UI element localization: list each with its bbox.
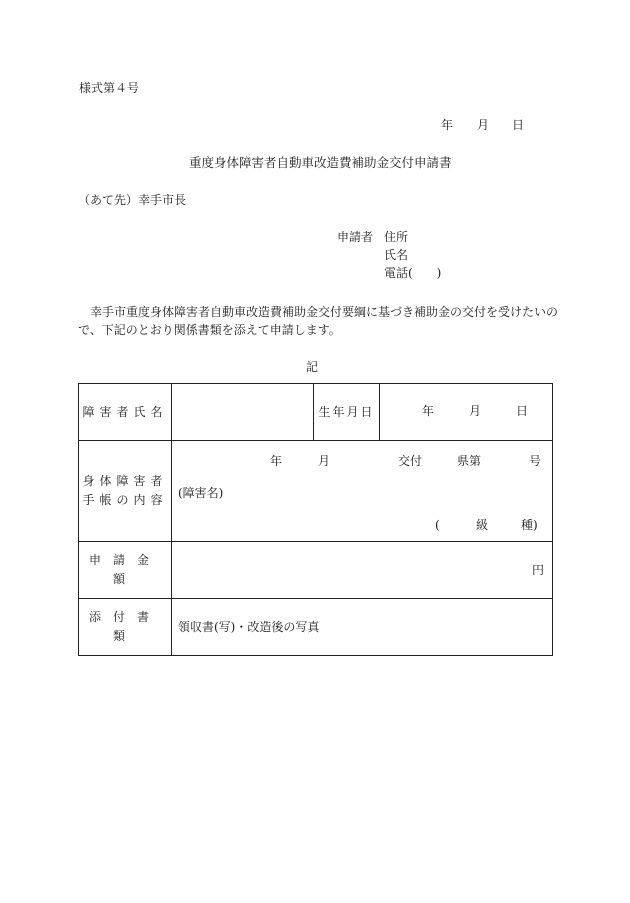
row-application-amount [79, 542, 553, 599]
field-birth-date[interactable] [380, 384, 553, 441]
label-handbook-line1: 身体障害者 [82, 474, 168, 488]
addressee: （あて先）幸手市長 [78, 193, 187, 207]
ki-heading: 記 [306, 360, 319, 374]
label-disabled-person-name: 障害者氏名 [79, 384, 172, 441]
applicant-address-label: 住所 [384, 230, 409, 244]
label-handbook-line2: 手帳の内容 [82, 493, 168, 507]
grade-label: 級 [476, 518, 489, 532]
date-year-label: 年 [441, 118, 454, 132]
label-attached-documents: 添付書類 [79, 599, 172, 656]
grade-paren-open: ( [435, 518, 440, 532]
attached-documents-value: 領収書(写)・改造後の写真 [178, 620, 320, 634]
handbook-number-label: 号 [529, 454, 542, 468]
birth-year-label: 年 [422, 404, 435, 418]
row-applicant-name [79, 384, 553, 441]
field-handbook-content[interactable] [172, 441, 553, 542]
applicant-label: 申請者 [337, 230, 374, 244]
field-attached-documents [172, 599, 553, 656]
date-month-label: 月 [477, 118, 490, 132]
applicant-phone-label: 電話( ) [384, 266, 442, 280]
document-title: 重度身体障害者自動車改造費補助金交付申請書 [189, 155, 452, 170]
application-table [78, 383, 553, 656]
field-disabled-person-name[interactable] [172, 384, 314, 441]
row-handbook-content [79, 441, 553, 542]
applicant-name-label: 氏名 [384, 248, 409, 262]
body-text-line2: で、下記のとおり関係書類を添えて申請します。 [78, 323, 341, 337]
birth-month-label: 月 [469, 404, 482, 418]
form-number: 様式第４号 [79, 81, 140, 95]
body-text-line1: 幸手市重度身体障害者自動車改造費補助金交付要綱に基づき補助金の交付を受けたいの [78, 305, 559, 319]
disability-name-label: (障害名) [178, 486, 224, 500]
row-attached-documents [79, 599, 553, 656]
handbook-year-label: 年 [270, 454, 283, 468]
date-day-label: 日 [512, 118, 525, 132]
label-handbook-content [79, 441, 172, 542]
field-application-amount[interactable] [172, 542, 553, 599]
birth-day-label: 日 [516, 404, 529, 418]
type-label: 種) [521, 518, 538, 532]
handbook-pref-label: 県第 [457, 454, 482, 468]
label-application-amount: 申請金額 [79, 542, 172, 599]
handbook-month-label: 月 [318, 454, 331, 468]
label-birth-date: 生年月日 [314, 384, 380, 441]
handbook-issued-label: 交付 [398, 454, 423, 468]
amount-unit-label: 円 [531, 563, 544, 577]
